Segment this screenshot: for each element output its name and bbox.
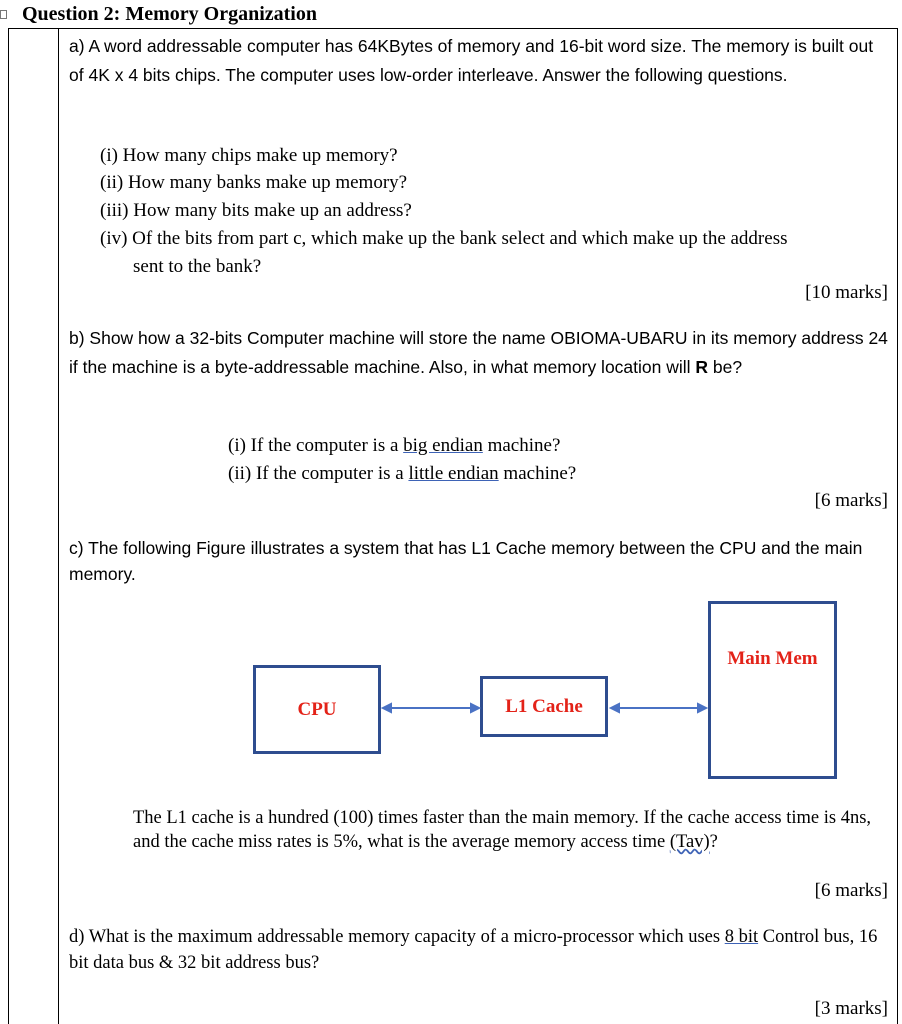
diagram-arrows (380, 696, 710, 720)
cpu-cache-arrowhead-right (471, 704, 479, 712)
cpu-box (253, 665, 381, 754)
part-d-text: d) What is the maximum addressable memory capacity of a micro-processor which uses 8 bit Control bus, 16 bit data bus & 32 bit address bus? (69, 927, 878, 973)
main-memory-label: Main Mem (727, 648, 818, 669)
cache-mem-arrowhead-left (611, 704, 619, 712)
table-right-border (897, 28, 898, 1024)
part-a-item-iii: (iii) How many bits make up an address? (100, 200, 412, 221)
part-b-item-ii: (ii) If the computer is a little endian machine? (228, 463, 577, 484)
tav-term: (Tav) (669, 832, 710, 852)
cpu-cache-arrowhead-left (383, 704, 391, 712)
l1-cache-label: L1 Cache (505, 695, 583, 717)
cpu-label: CPU (297, 698, 337, 720)
part-d-marks: [3 marks] (814, 998, 888, 1019)
part-b-item-i: (i) If the computer is a big endian machine? (228, 435, 561, 456)
table-move-handle[interactable] (0, 10, 7, 19)
part-a-item-ii: (ii) How many banks make up memory? (100, 172, 408, 193)
control-bus-term: 8 bit (724, 927, 759, 947)
part-a-item-i: (i) How many chips make up memory? (100, 145, 398, 166)
table-column-divider (58, 28, 59, 1024)
little-endian-term: little endian (408, 463, 499, 484)
part-c-body: The L1 cache is a hundred (100) times faster than the main memory. If the cache access time is 4ns, and the cache miss rates is 5%, what is the average memory access time (Tav)? (133, 808, 872, 852)
part-b-marks: [6 marks] (814, 490, 888, 511)
cache-mem-arrowhead-right (698, 704, 706, 712)
part-c-text: c) The following Figure illustrates a system that has L1 Cache memory between the CPU and the main memory. (69, 538, 863, 584)
part-b-bold-letter: R (695, 357, 709, 377)
question-title: Question 2: Memory Organization (22, 3, 317, 25)
big-endian-term: big endian (403, 435, 483, 456)
part-b-text: b) Show how a 32-bits Computer machine will store the name OBIOMA-UBARU in its memory address 24 if the machine is a byte-addressable machine. Also, in what memory location will R be? (69, 328, 888, 377)
table-top-border (8, 28, 898, 29)
table-left-border (8, 28, 9, 1024)
part-a-text: a) A word addressable computer has 64KBytes of memory and 16-bit word size. The memory is built out of 4K x 4 bits chips. The computer uses low-order interleave. Answer the following questions. (69, 36, 874, 85)
part-a-item-iv-cont: sent to the bank? (133, 256, 262, 277)
main-memory-box (708, 601, 837, 779)
part-c-marks: [6 marks] (814, 880, 888, 901)
part-a-item-iv: (iv) Of the bits from part c, which make up the bank select and which make up the address (100, 228, 788, 249)
part-a-marks: [10 marks] (805, 282, 888, 303)
